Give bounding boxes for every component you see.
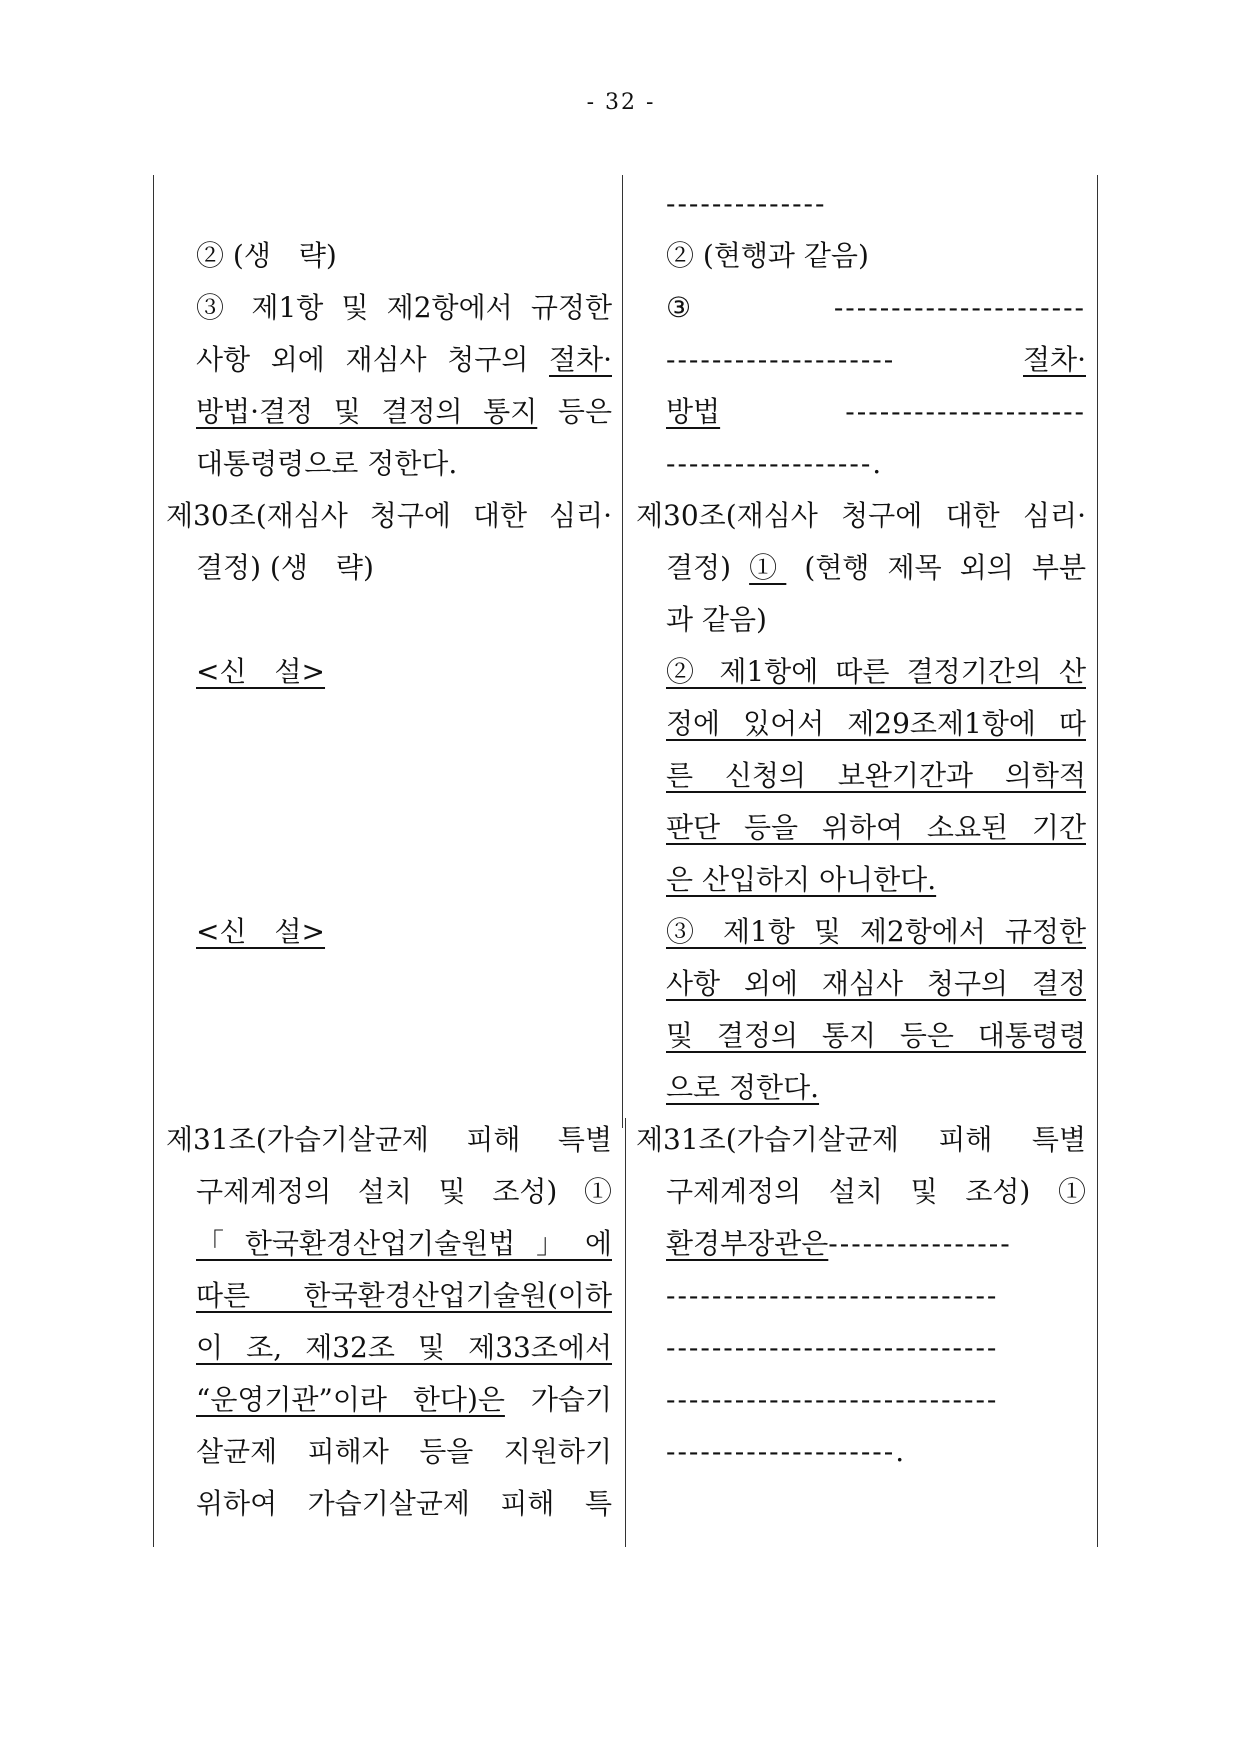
right-new-paragraph-2: ② 제1항에 따른 결정기간의 산 (666, 655, 1086, 688)
left-text-line (196, 1224, 612, 1264)
right-underlined-line: 사항 외에 재심사 청구의 결정 (666, 967, 1086, 1000)
left-underlined-text: <신 설> (196, 915, 326, 948)
left-text-line (196, 1380, 612, 1420)
right-paragraph-2-same: ② (현행과 같음) (666, 239, 869, 272)
right-article-31-heading: 제31조(가습기살균제 피해 특별 (636, 1123, 1086, 1156)
left-text-line: 살균제 피해자 등을 지원하기 (196, 1435, 612, 1468)
right-text-line: 구제계정의 설치 및 조성) ① (666, 1175, 1086, 1208)
right-dash-line: ----------------------------- (666, 1279, 999, 1312)
right-dash-line: -------------- (666, 187, 827, 220)
right-underlined-text: 절차· (1023, 343, 1086, 376)
right-underlined-line: 판단 등을 위하여 소요된 기간 (666, 811, 1086, 844)
left-text-line: 구제계정의 설치 및 조성) ① (196, 1175, 612, 1208)
right-underlined-text: 은 산입하지 아니한다. (666, 863, 937, 896)
right-text-line (666, 340, 1086, 380)
left-paragraph-3: ③ 제1항 및 제2항에서 규정한 (196, 291, 612, 324)
left-underlined-text: 「한국환경산업기술원법」에 (196, 1227, 612, 1260)
right-text: 결정) (666, 551, 750, 584)
left-underlined-line: 따른 한국환경산업기술원(이하 (196, 1279, 612, 1312)
right-text-line (666, 1224, 1086, 1264)
left-text-line: 대통령령으로 정한다. (196, 447, 458, 480)
right-text-line (666, 392, 1086, 432)
table-border-right (1097, 175, 1098, 1547)
left-text: 사항 외에 재심사 청구의 (196, 343, 549, 376)
left-underlined-text: 절차· (549, 343, 612, 376)
right-underlined-text: 방법 (666, 395, 721, 428)
right-paragraph-3: ③ ---------------------- (666, 291, 1086, 324)
table-border-left (153, 175, 154, 1547)
table-divider-lower (625, 1118, 626, 1547)
left-new-provision-marker (196, 652, 612, 692)
right-underlined-text: 으로 정한다. (666, 1071, 820, 1104)
right-dash-line: ----------------------------- (666, 1331, 999, 1364)
right-underlined-line: 및 결정의 통지 등은 대통령령 (666, 1019, 1086, 1052)
left-underlined-text: <신 설> (196, 655, 326, 688)
right-new-paragraph-3: ③ 제1항 및 제2항에서 규정한 (666, 915, 1086, 948)
right-underlined-line: 정에 있어서 제29조제1항에 따 (666, 707, 1086, 740)
right-text-line: 과 같음) (666, 603, 767, 636)
left-text-line: 결정) (생 략) (196, 551, 374, 584)
right-dash-text: --------------------- (720, 395, 1086, 428)
right-dash-line: ------------------. (666, 447, 884, 480)
right-dash-line: --------------------. (666, 1435, 907, 1468)
right-text-line (666, 1068, 1086, 1108)
left-underlined-line: 이 조, 제32조 및 제33조에서 (196, 1331, 612, 1364)
left-text: 등은 (537, 395, 612, 428)
table-divider-upper (622, 175, 623, 1128)
left-text: 가습기 (504, 1383, 612, 1416)
right-text-line (666, 548, 1086, 588)
left-text-line: 위하여 가습기살균제 피해 특 (196, 1487, 612, 1520)
right-underlined-text: ① (749, 551, 787, 584)
left-text-line (196, 340, 612, 380)
right-article-30-heading: 제30조(재심사 청구에 대한 심리· (636, 499, 1086, 532)
left-new-provision-marker (196, 912, 612, 952)
right-text: (현행 제목 외의 부분 (786, 551, 1086, 584)
left-paragraph-2-omitted: ② (생 략) (196, 239, 337, 272)
left-text-line (196, 392, 612, 432)
left-underlined-text: 방법·결정 및 결정의 통지 (196, 395, 538, 428)
right-dash-text: -------------------- (666, 343, 1023, 376)
left-article-30-heading: 제30조(재심사 청구에 대한 심리· (166, 499, 612, 532)
right-underlined-text: 환경부장관은 (666, 1227, 829, 1260)
page-number: - 32 - (586, 90, 656, 115)
right-dash-line: ----------------------------- (666, 1383, 999, 1416)
right-underlined-line: 른 신청의 보완기간과 의학적 (666, 759, 1086, 792)
right-dash-text: ---------------- (828, 1227, 1012, 1260)
left-article-31-heading: 제31조(가습기살균제 피해 특별 (166, 1123, 612, 1156)
right-text-line (666, 860, 1086, 900)
left-underlined-text: “운영기관”이라 한다)은 (196, 1383, 505, 1416)
